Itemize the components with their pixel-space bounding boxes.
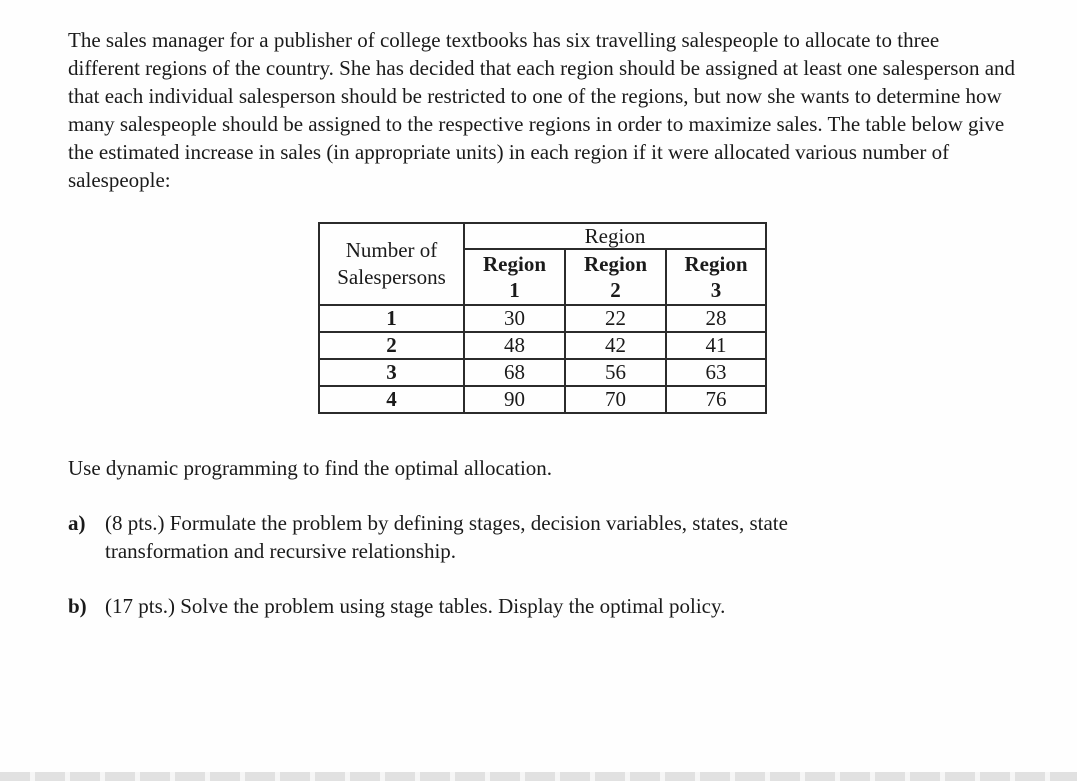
table-group-header-row bbox=[319, 223, 766, 249]
group-header-cell: Region bbox=[464, 223, 766, 249]
row-label: 2 bbox=[319, 332, 464, 359]
sales-increase-table bbox=[318, 222, 767, 414]
table-cell: 48 bbox=[464, 332, 565, 359]
column-header-num: 3 bbox=[710, 278, 722, 302]
table-cell: 70 bbox=[565, 386, 666, 413]
column-header-label: Region bbox=[684, 252, 748, 276]
table-cell: 76 bbox=[666, 386, 766, 413]
table-cell: 30 bbox=[464, 305, 565, 332]
table-cell: 41 bbox=[666, 332, 766, 359]
table-row bbox=[319, 359, 766, 386]
table-cell: 22 bbox=[565, 305, 666, 332]
table-row bbox=[319, 305, 766, 332]
column-header-region-3 bbox=[666, 249, 766, 305]
row-label: 1 bbox=[319, 305, 464, 332]
question-b-text: (17 pts.) Solve the problem using stage tables. Display the optimal policy. bbox=[105, 594, 726, 618]
table-cell: 56 bbox=[565, 359, 666, 386]
row-label: 3 bbox=[319, 359, 464, 386]
table-row bbox=[319, 332, 766, 359]
problem-statement: The sales manager for a publisher of college textbooks has six travelling salespeople to allocate to three different regions of the country. She has decided that each region should be assigned at least one salesperson and that each individual salesperson should be restricted to one of the regions, but now she wants to determine how many salespeople should be assigned to the respective regions in order to maximize sales. The table below give the estimated increase in sales (in appropriate units) in each region if it were allocated various number of salespeople: bbox=[68, 28, 1016, 192]
question-a-marker: a) bbox=[68, 511, 86, 535]
row-header-cell: Number of Salespersons bbox=[319, 223, 464, 305]
column-header-region-2 bbox=[565, 249, 666, 305]
table-cell: 90 bbox=[464, 386, 565, 413]
column-header-num: 1 bbox=[509, 278, 520, 302]
column-header-region-1 bbox=[464, 249, 565, 305]
table-row bbox=[319, 386, 766, 413]
table-cell: 63 bbox=[666, 359, 766, 386]
question-a-text: (8 pts.) Formulate the problem by defining stages, decision variables, states, state transformation and recursive relationship. bbox=[105, 511, 788, 563]
page-bottom-edge bbox=[0, 772, 1077, 781]
table-cell: 42 bbox=[565, 332, 666, 359]
instruction-text: Use dynamic programming to find the optimal allocation. bbox=[68, 456, 553, 480]
table-cell: 68 bbox=[464, 359, 565, 386]
table-cell: 28 bbox=[666, 305, 766, 332]
question-b bbox=[68, 592, 905, 620]
column-header-label: Region bbox=[584, 252, 647, 276]
column-header-num: 2 bbox=[610, 278, 621, 302]
question-a bbox=[68, 509, 905, 565]
row-label: 4 bbox=[319, 386, 464, 413]
column-header-label: Region bbox=[483, 252, 546, 276]
question-b-marker: b) bbox=[68, 594, 87, 618]
